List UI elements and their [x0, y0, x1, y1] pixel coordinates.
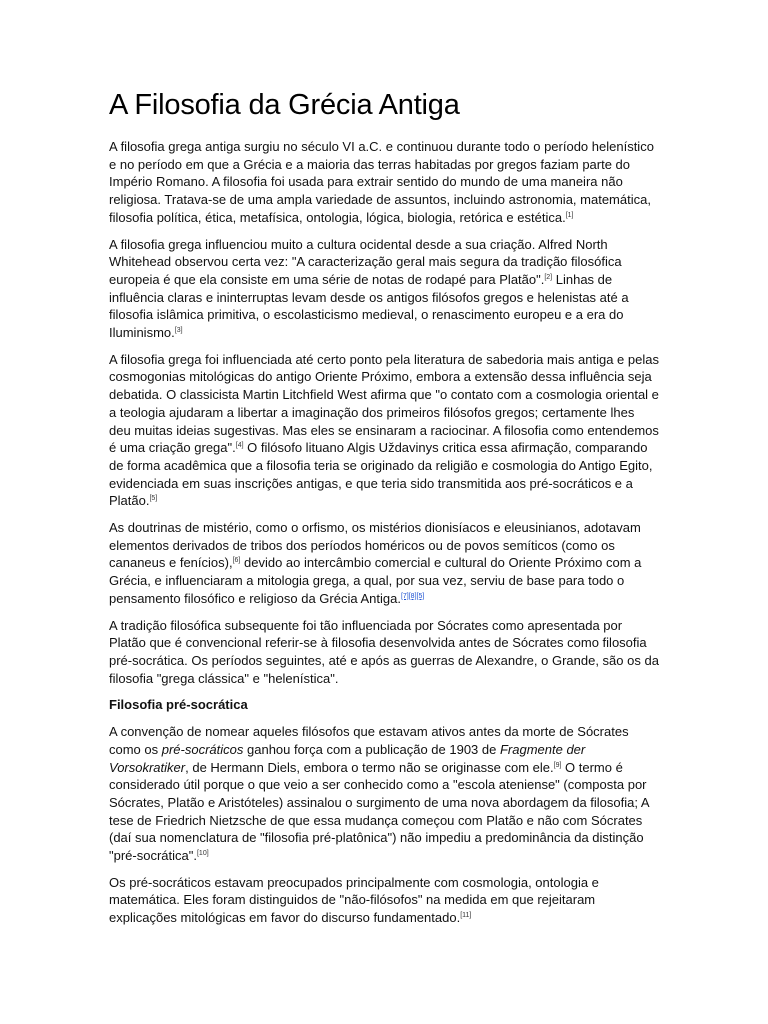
paragraph-text: A filosofia grega foi influenciada até certo ponto pela literatura de sabedoria mais antiga e pelas cosmogonias mitológicas do antigo Oriente Próximo, embora a extensão dessa influência seja debatida. O classicista Martin Litchfield West afirma que "o contato com a cosmologia oriental e a teologia ajudaram a libertar a imaginação dos primeiros filósofos gregos; certamente lhes deu muitas ideias sugestivas. Mas eles se ensinaram a raciocinar. A filosofia como entendemos é uma criação grega".	[109, 351, 659, 456]
reference-7-8-5-link[interactable]: [7][8][5]	[400, 592, 425, 600]
paragraph-text: ganhou força com a publicação de 1903 de	[243, 741, 500, 757]
emphasis-book-title: Fragmente der Vorsokratiker	[109, 741, 586, 775]
paragraph-text: As doutrinas de mistério, como o orfismo, os mistérios dionisíacos e eleusinianos, adotavam elementos derivados de tribos dos períodos homéricos ou de povos semíticos (como os cananeus e fenícios),	[109, 520, 641, 571]
reference-2[interactable]: [2]	[544, 273, 553, 281]
paragraph-text: A convenção de nomear aqueles filósofos que estavam ativos antes da morte de Sócrates como os	[109, 724, 629, 757]
paragraph-text: , de Hermann Diels, embora o termo não se originasse com ele.	[185, 759, 554, 775]
paragraph-text: Os pré-socráticos estavam preocupados principalmente com cosmologia, ontologia e matemática. Eles foram distinguidos de "não-filósofos" na medida em que rejeitaram explicações mitológicas em favor do discurso fundamentado.	[109, 874, 599, 926]
paragraph-text: O filósofo lituano Algis Uždavinys critica essa afirmação, comparando de forma acadêmica que a filosofia teria se originado da religião e cosmologia do Antigo Egito, evidenciada em suas inscrições antigas, e que teria sido transmitida aos pré-socráticos e a Platão.	[109, 440, 653, 509]
reference-3[interactable]: [3]	[174, 327, 183, 335]
paragraph-intro	[109, 138, 659, 227]
paragraph-presocratic-convention	[109, 723, 659, 865]
paragraph-text: A tradição filosófica subsequente foi tão influenciada por Sócrates como apresentada por Platão que é convencional referir-se à filosofia desenvolvida antes de Sócrates como filosofia pré-socrática. Os períodos seguintes, até e após as guerras de Alexandre, o Grande, são os da filosofia "grega clássica" e "helenística".	[109, 617, 659, 686]
reference-9[interactable]: [9]	[553, 761, 562, 769]
reference-6[interactable]: [6]	[232, 557, 241, 565]
paragraph-influence	[109, 236, 659, 342]
paragraph-mysteries	[109, 519, 659, 608]
paragraph-text: O termo é considerado útil porque o que veio a ser conhecido como a "escola ateniense" (composta por Sócrates, Platão e Aristóteles) assinalou o surgimento de uma nova abordagem da filosofia; A tese de Friedrich Nietzsche de que essa mudança começou com Platão e não com Sócrates (daí sua nomenclatura de "filosofia pré-platônica") não impediu a predominância da distinção "pré-socrática".	[109, 759, 649, 864]
reference-4[interactable]: [4]	[235, 442, 244, 450]
paragraph-near-east	[109, 351, 659, 510]
emphasis-term: pré-socráticos	[161, 741, 244, 757]
reference-1[interactable]: [1]	[565, 211, 574, 219]
reference-5[interactable]: [5]	[149, 495, 158, 503]
section-heading: Filosofia pré-socrática	[109, 697, 248, 713]
paragraph-text: devido ao intercâmbio comercial e cultural do Oriente Próximo com a Grécia, e influenciaram a mitologia grega, a qual, por sua vez, serviu de base para todo o pensamento filosófico e religioso da Grécia Antiga.	[109, 555, 642, 606]
page-title: A Filosofia da Grécia Antiga	[109, 89, 460, 121]
reference-10[interactable]: [10]	[196, 850, 209, 858]
paragraph-presocratic-concerns	[109, 874, 659, 927]
paragraph-tradition	[109, 617, 659, 688]
document-page	[109, 86, 659, 936]
paragraph-text: Linhas de influência claras e ininterruptas levam desde os antigos filósofos gregos e helenistas até a filosofia islâmica primitiva, o escolasticismo medieval, o renascimento europeu e a era do Iluminismo.	[109, 271, 629, 341]
paragraph-text: A filosofia grega antiga surgiu no século VI a.C. e continuou durante todo o período helenístico e no período em que a Grécia e a maioria das terras habitadas por gregos faziam parte do Império Romano. A filosofia foi usada para extrair sentido do mundo de uma maneira não religiosa. Tratava-se de uma ampla variedade de assuntos, incluindo astronomia, matemática, filosofia política, ética, metafísica, ontologia, lógica, biologia, retórica e estética.	[109, 139, 654, 225]
reference-11[interactable]: [11]	[460, 912, 472, 920]
paragraph-text: A filosofia grega influenciou muito a cultura ocidental desde a sua criação. Alfred North Whitehead observou certa vez: "A caracterização geral mais segura da tradição filosófica europeia é que ela consiste em uma série de notas de rodapé para Platão".	[109, 236, 622, 287]
